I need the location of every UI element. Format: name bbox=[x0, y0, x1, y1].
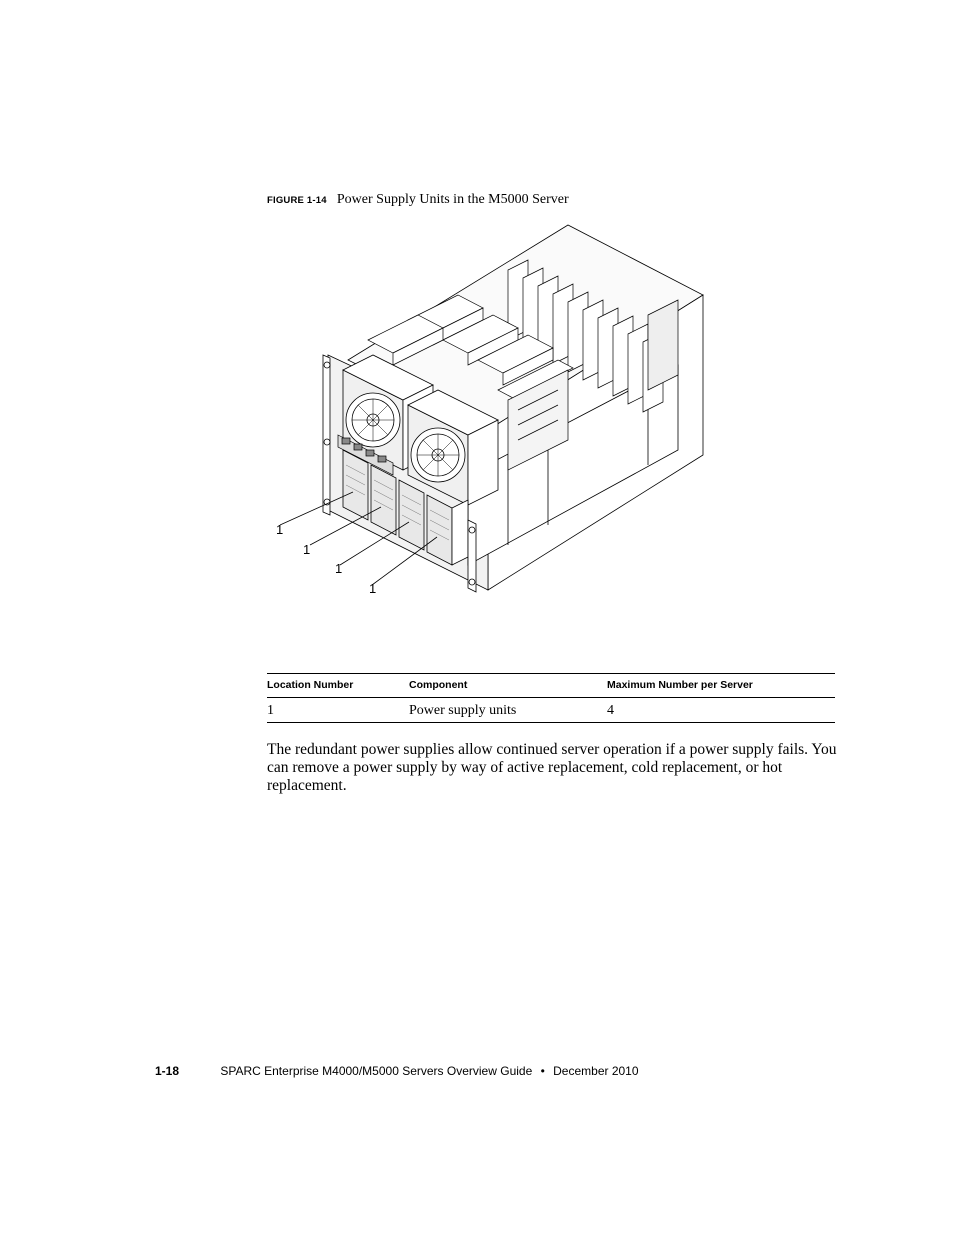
callout-label: 1 bbox=[369, 581, 377, 596]
m5000-server-drawing bbox=[268, 220, 708, 610]
document-title: SPARC Enterprise M4000/M5000 Servers Overview Guide bbox=[220, 1064, 533, 1078]
table-cell: 1 bbox=[267, 698, 409, 723]
table-cell: Power supply units bbox=[409, 698, 607, 723]
footer-separator: • bbox=[540, 1064, 545, 1078]
body-paragraph: The redundant power supplies allow continued server operation if a power supply fails. You can remove a power supply by way of active replacement, cold replacement, or hot replacement. bbox=[267, 741, 837, 794]
callout-label: 1 bbox=[303, 542, 311, 557]
callout-label: 1 bbox=[276, 522, 284, 537]
document-date: December 2010 bbox=[553, 1064, 639, 1078]
table-cell: 4 bbox=[607, 698, 835, 723]
column-header: Component bbox=[409, 674, 607, 698]
column-header: Location Number bbox=[267, 674, 409, 698]
server-illustration bbox=[268, 220, 708, 610]
page-footer bbox=[155, 1064, 639, 1078]
figure-title: Power Supply Units in the M5000 Server bbox=[336, 192, 569, 207]
column-header: Maximum Number per Server bbox=[607, 674, 835, 698]
page-number: 1-18 bbox=[155, 1064, 180, 1078]
figure-label: FIGURE 1-14 bbox=[267, 195, 327, 206]
table-row bbox=[267, 698, 835, 723]
table-header-row bbox=[267, 674, 835, 698]
legend-table bbox=[267, 673, 835, 723]
callout-label: 1 bbox=[335, 561, 343, 576]
figure-caption bbox=[267, 192, 569, 208]
